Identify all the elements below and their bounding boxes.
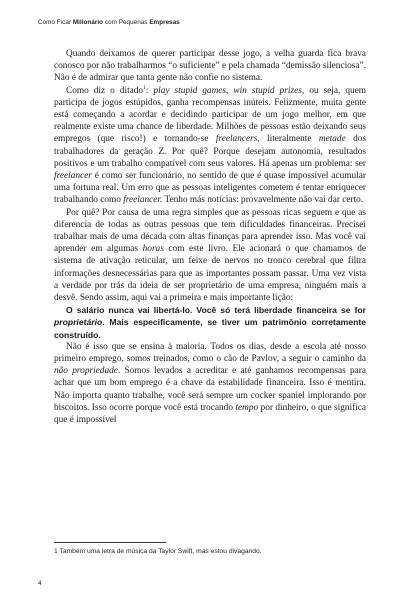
header-bold-companies: Empresas [149,19,180,26]
p2-text-g: Tenho más notícias: provavelmente não vai dar certo. [162,195,364,206]
p2-text-a: Como diz o ditado [66,85,144,96]
footnote-divider [54,542,166,543]
p2-italic-metade: metade [318,134,346,145]
p2-text-d: , literalmente [257,134,319,145]
p2-italic-quote: play stupid games, win stupid prizes [153,85,302,96]
header-bold-millionaire: Milionário [72,19,104,26]
footnote [54,548,374,555]
paragraph-3 [54,207,366,305]
p4-text-a: O salário nunca vai libertá-lo. Você só terá liberdade financeira se for [66,305,366,316]
p2-italic-freelancer: freelancer [54,171,92,182]
footnote-ref: 1 [143,84,146,91]
footnote-text: Também uma letra de música da Taylor Swift, mas estou divagando. [57,548,262,555]
p5-italic-tempo: tempo [235,402,259,413]
p3-text-b: com este livro. Ele acionará o que chamamos de sistema de ativação reticular, um feixe de nervos no tronco cerebral que filtra informações desnecessárias para que as importantes possam passar. Uma vez vista a verdade por trás da ideia de ser proprietário de uma empresa, ninguém mais a desvê. Sendo assim, aqui vai a primeira e mais importante lição: [54,244,366,304]
p2-text-b: : [145,85,154,96]
p5-text-b: . Somos levados a acreditar e até ganhamos recompensas para achar que um bom emprego é a chave da estabilidade financeira. Isso é mentira. Não importa quanto trabalhe, você será sempre um cocker spaniel implorando por biscoitos. Isso ocorre porque você está trocando [54,366,366,413]
body-text [54,48,366,426]
p5-text-c: por dinheiro, o que significa que é impossível [54,402,367,426]
p3-italic-horas: horas [142,244,164,255]
paragraph-2 [54,85,366,207]
p2-italic-freelancers: freelancers [215,134,258,145]
paragraph-1: Quando deixamos de querer participar desse jogo, a velha guarda fica brava conosco por não trabalharmos “o suficiente” e pela chamada “demissão silenciosa”. Não é de admirar que tanta gente não confie no sistema. [54,49,366,84]
p3-text-a: Por quê? Por causa de uma regra simples que as pessoas ricas seguem e que as diferencia de todas as outras pessoas que tem dificuldades financeiras. Precisei trabalhar mais de uma década com altas finanças para aprender isso. Mas você vai aprender em algumas [54,207,366,255]
running-header [38,19,180,26]
p2-italic-freelancer-2: freelancer. [123,195,163,206]
p2-text-c: , ou seja, quem participa de jogos estúpidos, ganha recompensas inúteis. Felizmente, muita gente está começando a acordar e decidindo participar de um jogo melhor, em que realmente existe uma chance de liberdade. Milhões de pessoas estão deixando seus empregos (que risco!) e tornando-se [54,85,367,145]
paragraph-5 [54,341,366,426]
p5-italic-nao-propriedade: não propriedade [54,366,118,377]
page-number: 4 [38,580,42,587]
header-middle: com Pequenas [103,19,150,26]
p4-text-b: . Mais especificamente, se tiver um patrimônio corretamente construído. [54,317,366,340]
key-lesson [54,304,366,341]
header-prefix: Como Ficar [38,19,73,26]
p2-text-e: dos trabalhadores da geração Z. Por quê? Porque desejam autonomia, resultados positivos e um trabalho compatível com seus valores. Há apenas um problema: ser [54,134,367,169]
footnote-number: 1 [54,548,58,555]
p2-text-f: é como ser funcionário, no sentido de que é quase impossível acumular uma fortuna real. Um erro que as pessoas inteligentes cometem é tentar enriquecer trabalhando como [54,171,366,206]
p5-text-a: Não é isso que se ensina à maioria. Todos os dias, desde a escola até nosso primeiro emprego, somos treinados, como o cão de Pavlov, a seguir o caminho da [54,341,366,365]
p4-italic-proprietario: proprietário [54,317,103,328]
